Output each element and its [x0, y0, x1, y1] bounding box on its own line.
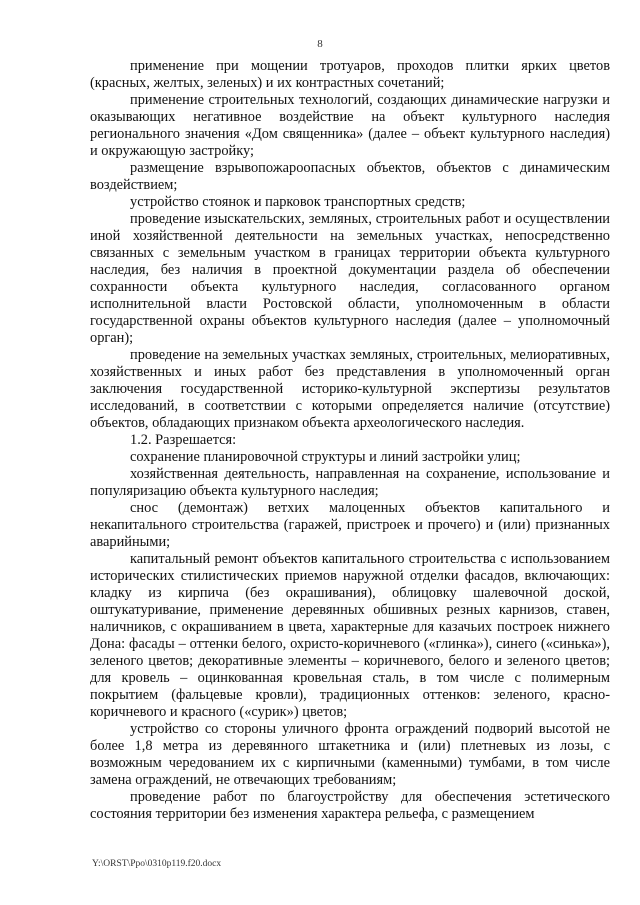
paragraph: капитальный ремонт объектов капитального строительства с использованием исторических стилистических приемов наружной отделки фасадов, включающих: кладку из кирпича (без окрашивания), облицовку шалевочной доской, оштукатуривание, применение деревянных обшивных резных карнизов, ставен, наличников, с окрашиванием в цвета, характерные для казачьих построек нижнего Дона: фасады – оттенки белого, охристо-коричневого («глинка»), синего («синька»), зеленого цветов; декоративные элементы – коричневого, белого и зеленого цветов; для кровель – оцинкованная кровельная сталь, в том числе с полимерным покрытием (фальцевые кровли), традиционных оттенков: зеленого, красно-коричневого и красного («сурик») цветов; [90, 551, 610, 720]
paragraph: применение при мощении тротуаров, проходов плитки ярких цветов (красных, желтых, зеленых) и их контрастных сочетаний; [90, 58, 610, 91]
paragraph: применение строительных технологий, создающих динамические нагрузки и оказывающих негативное воздействие на объект культурного наследия регионального значения «Дом священника» (далее – объект культурного наследия) и окружающую застройку; [90, 92, 610, 159]
page-number: 8 [317, 38, 323, 50]
paragraph: снос (демонтаж) ветхих малоценных объектов капитального и некапитального строительства (гаражей, пристроек и прочего) и (или) признанных аварийными; [90, 500, 610, 550]
section-heading: 1.2. Разрешается: [130, 432, 237, 448]
paragraph: проведение изыскательских, земляных, строительных работ и осуществлении иной хозяйственной деятельности на земельных участках, непосредственно связанных с земельным участком в границах территории объекта культурного наследия, без наличия в проектной документации раздела об обеспечении сохранности объекта культурного наследия, согласованного органом исполнительной власти Ростовской области, уполномоченным в области государственной охраны объектов культурного наследия (далее – уполномочный орган); [90, 211, 610, 346]
paragraph: сохранение планировочной структуры и линий застройки улиц; [130, 449, 521, 465]
paragraph: размещение взрывопожароопасных объектов, объектов с динамическим воздействием; [90, 160, 610, 193]
paragraph: хозяйственная деятельность, направленная на сохранение, использование и популяризацию объекта культурного наследия; [90, 466, 610, 499]
paragraph: устройство стоянок и парковок транспортных средств; [130, 194, 466, 210]
paragraph: проведение работ по благоустройству для обеспечения эстетического состояния территории без изменения характера рельефа, с размещением [90, 789, 610, 822]
paragraph: проведение на земельных участках земляных, строительных, мелиоративных, хозяйственных и иных работ без представления в уполномоченный орган заключения государственной историко-культурной экспертизы результатов исследований, в соответствии с которыми определяется наличие (отсутствие) объектов, обладающих признаком объекта археологического наследия. [90, 347, 610, 431]
document-body [90, 58, 610, 823]
paragraph: устройство со стороны уличного фронта ограждений подворий высотой не более 1,8 метра из деревянного штакетника и (или) плетневых из лозы, с возможным чередованием их с кирпичными (каменными) тумбами, в том числе замена ограждений, не отвечающих требованиям; [90, 721, 610, 788]
footer-file-path: Y:\ORST\Ppo\0310p119.f20.docx [92, 859, 222, 869]
